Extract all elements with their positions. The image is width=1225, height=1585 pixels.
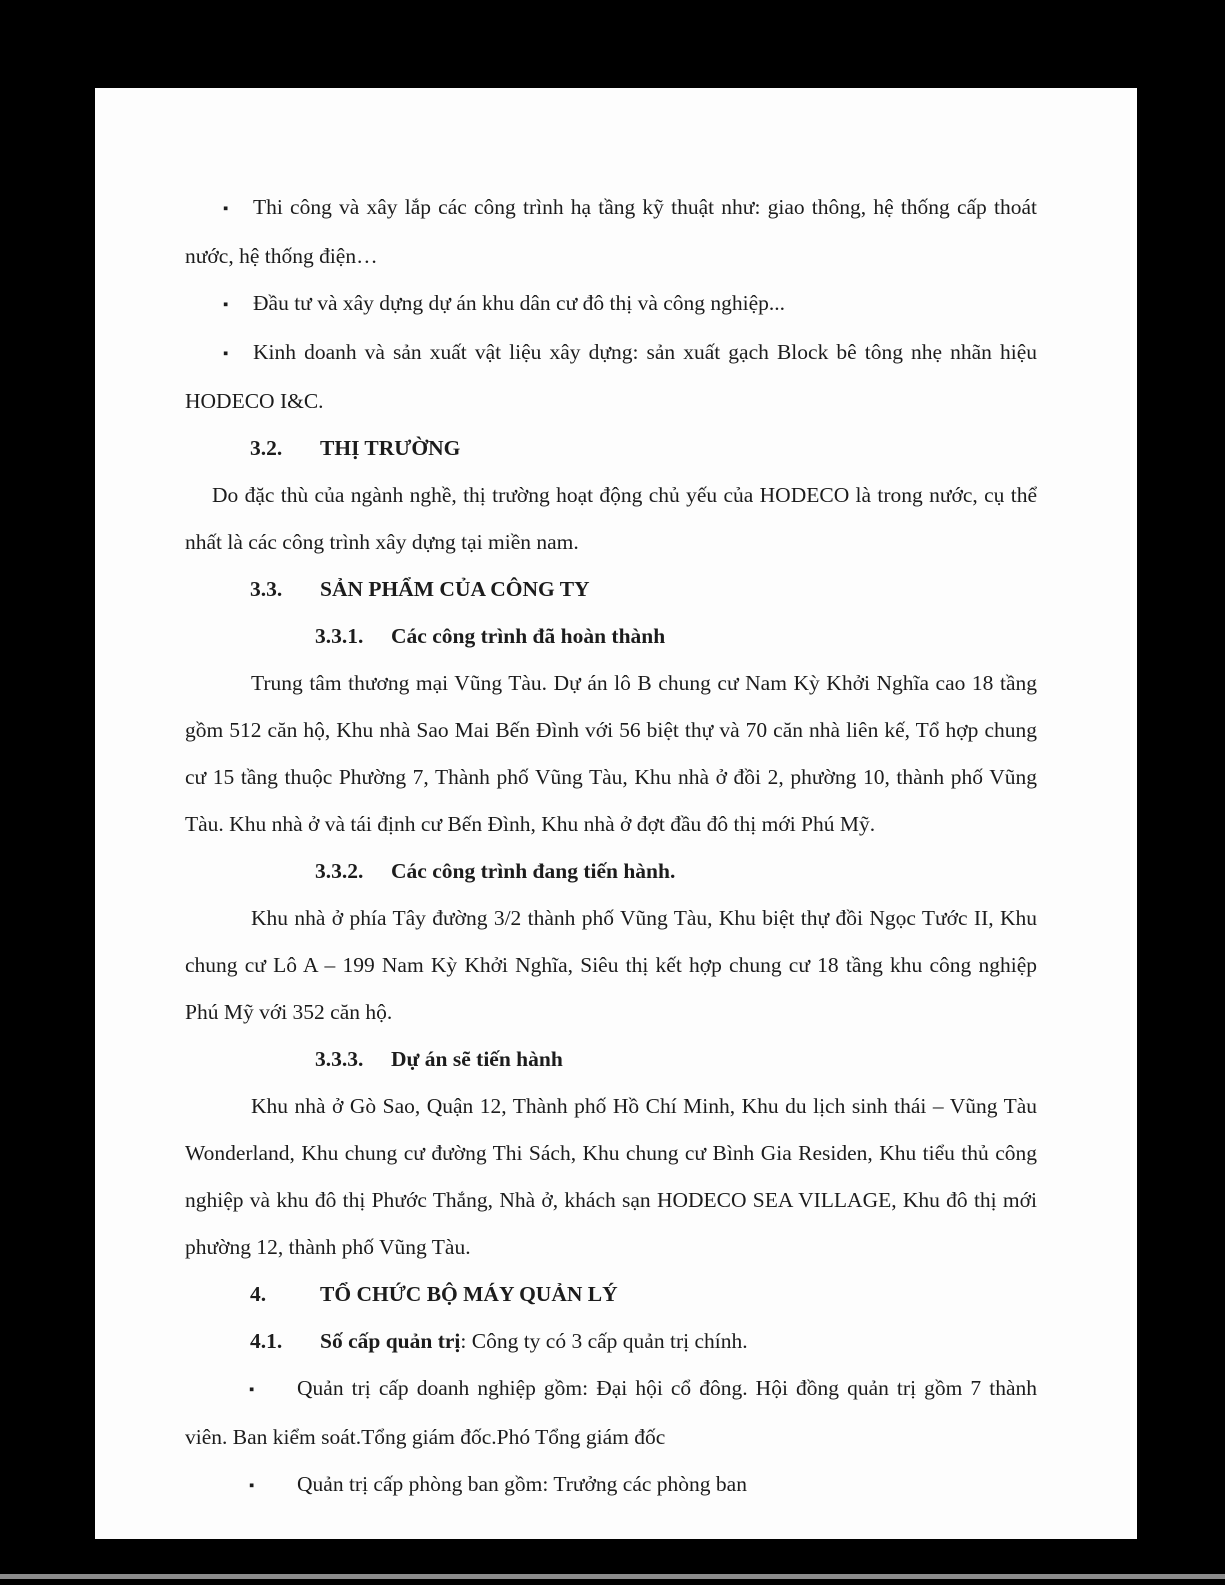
bullet-item <box>185 1461 1037 1510</box>
section-title: Dự án sẽ tiến hành <box>391 1047 563 1071</box>
bullet-square-icon: ▪ <box>249 1382 255 1398</box>
section-heading-3-3 <box>250 566 1037 613</box>
section-number: 4.1. <box>250 1329 283 1353</box>
section-number: 3.3.2. <box>315 859 364 883</box>
bullet-text: Quản trị cấp doanh nghiệp gồm: Đại hội cổ đông. Hội đồng quản trị gồm 7 thành viên. Ban kiểm soát.Tổng giám đốc.Phó Tổng giám đốc <box>185 1376 1037 1449</box>
paragraph: Trung tâm thương mại Vũng Tàu. Dự án lô B chung cư Nam Kỳ Khởi Nghĩa cao 18 tầng gồm 512 căn hộ, Khu nhà Sao Mai Bến Đình với 56 biệt thự và 70 căn nhà liên kế, Tổ hợp chung cư 15 tầng thuộc Phường 7, Thành phố Vũng Tàu, Khu nhà ở đồi 2, phường 10, thành phố Vũng Tàu. Khu nhà ở và tái định cư Bến Đình, Khu nhà ở đợt đầu đô thị mới Phú Mỹ. <box>185 671 1037 836</box>
subsection-heading-3-3-2 <box>315 848 1037 895</box>
section-number: 3.3.3. <box>315 1047 364 1071</box>
document-page <box>95 88 1137 1539</box>
paragraph: Khu nhà ở Gò Sao, Quận 12, Thành phố Hồ Chí Minh, Khu du lịch sinh thái – Vũng Tàu Wonderland, Khu chung cư đường Thi Sách, Khu chung cư Bình Gia Residen, Khu tiểu thủ công nghiệp và khu đô thị Phước Thắng, Nhà ở, khách sạn HODECO SEA VILLAGE, Khu đô thị mới phường 12, thành phố Vũng Tàu. <box>185 1094 1037 1259</box>
bullet-text: Đầu tư và xây dựng dự án khu dân cư đô thị và công nghiệp... <box>253 291 786 315</box>
section-number: 3.3. <box>250 577 283 601</box>
bullet-item <box>185 329 1037 425</box>
bullet-text: Kinh doanh và sản xuất vật liệu xây dựng: sản xuất gạch Block bê tông nhẹ nhãn hiệu HODECO I&C. <box>185 340 1037 413</box>
section-title: TỔ CHỨC BỘ MÁY QUẢN LÝ <box>320 1282 618 1306</box>
bullet-square-icon: ▪ <box>249 1478 255 1494</box>
section-title: THỊ TRƯỜNG <box>320 436 461 460</box>
section-number: 4. <box>250 1282 267 1306</box>
subsection-heading-3-3-1 <box>315 613 1037 660</box>
section-title: Các công trình đang tiến hành. <box>391 859 676 883</box>
bullet-square-icon: ▪ <box>223 201 229 217</box>
section-title: Các công trình đã hoàn thành <box>391 624 666 648</box>
subsection-heading-3-3-3 <box>315 1036 1037 1083</box>
paragraph: Khu nhà ở phía Tây đường 3/2 thành phố Vũng Tàu, Khu biệt thự đồi Ngọc Tước II, Khu chung cư Lô A – 199 Nam Kỳ Khởi Nghĩa, Siêu thị kết hợp chung cư 18 tầng khu công nghiệp Phú Mỹ với 352 căn hộ. <box>185 906 1037 1024</box>
section-title-rest: : Công ty có 3 cấp quản trị chính. <box>460 1329 748 1353</box>
section-heading-4 <box>250 1271 1037 1318</box>
bullet-text: Thi công và xây lắp các công trình hạ tầng kỹ thuật như: giao thông, hệ thống cấp thoát nước, hệ thống điện… <box>185 195 1037 268</box>
bullet-square-icon: ▪ <box>223 297 229 313</box>
section-number: 3.2. <box>250 436 283 460</box>
bullet-item <box>185 280 1037 329</box>
section-title: Số cấp quản trị <box>320 1329 461 1353</box>
section-number: 3.3.1. <box>315 624 364 648</box>
bullet-item <box>185 1365 1037 1461</box>
scan-edge <box>0 1574 1225 1579</box>
bullet-text: Quản trị cấp phòng ban gồm: Trưởng các phòng ban <box>297 1472 747 1496</box>
section-heading-3-2 <box>250 425 1037 472</box>
bullet-item <box>185 184 1037 280</box>
paragraph: Do đặc thù của ngành nghề, thị trường hoạt động chủ yếu của HODECO là trong nước, cụ thể nhất là các công trình xây dựng tại miền nam. <box>185 483 1037 554</box>
bullet-square-icon: ▪ <box>223 346 229 362</box>
section-title: SẢN PHẨM CỦA CÔNG TY <box>320 577 590 601</box>
subsection-heading-4-1 <box>250 1318 1037 1365</box>
